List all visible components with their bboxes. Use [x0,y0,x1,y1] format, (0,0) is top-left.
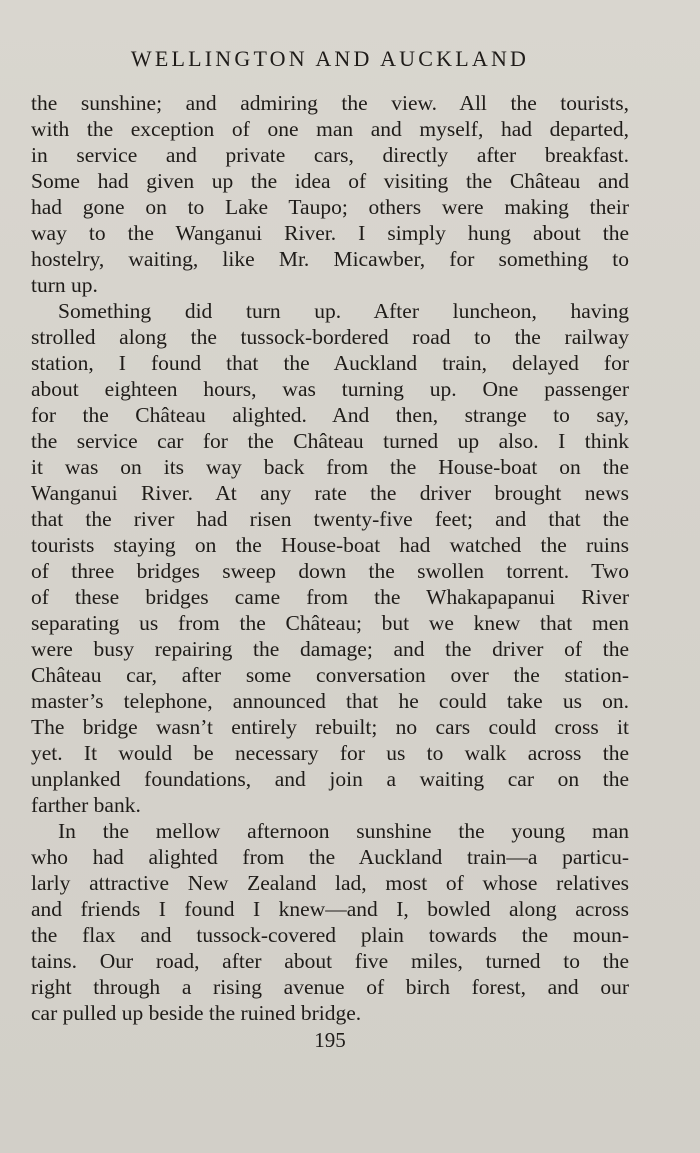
text-line: with the exception of one man and myself, had departed, [31,117,629,141]
text-line: in service and private cars, directly after breakfast. [31,143,629,167]
text-line: way to the Wanganui River. I simply hung about the [31,221,629,245]
text-line: car pulled up beside the ruined bridge. [31,1001,362,1025]
text-line: unplanked foundations, and join a waiting car on the [31,767,629,791]
text-line: farther bank. [31,793,141,817]
body-text [31,90,629,1026]
text-line: tourists staying on the House-boat had watched the ruins [31,533,629,557]
text-line: strolled along the tussock-bordered road to the railway [31,325,629,349]
text-line: who had alighted from the Auckland train—a particu- [31,845,629,869]
paragraph [31,298,629,818]
text-line: larly attractive New Zealand lad, most of whose relatives [31,871,629,895]
text-line: of three bridges sweep down the swollen torrent. Two [31,559,629,583]
text-line: about eighteen hours, was turning up. One passenger [31,377,629,401]
text-line: Some had given up the idea of visiting the Château and [31,169,629,193]
text-line: were busy repairing the damage; and the driver of the [31,637,629,661]
paragraph [31,818,629,1026]
paragraph [31,90,629,298]
text-line: and friends I found I knew—and I, bowled along across [31,897,629,921]
text-line: yet. It would be necessary for us to walk across the [31,741,629,765]
text-line: for the Château alighted. And then, strange to say, [31,403,629,427]
text-line: the service car for the Château turned up also. I think [31,429,629,453]
text-line: turn up. [31,273,98,297]
text-line: it was on its way back from the House-boat on the [31,455,629,479]
text-line: separating us from the Château; but we knew that men [31,611,629,635]
text-line: hostelry, waiting, like Mr. Micawber, for something to [31,247,629,271]
page-number: 195 [314,1028,346,1052]
text-line: of these bridges came from the Whakapapanui River [31,585,629,609]
text-line: the flax and tussock-covered plain towards the moun- [31,923,629,947]
text-line: that the river had risen twenty-five feet; and that the [31,507,629,531]
text-line: master’s telephone, announced that he could take us on. [31,689,629,713]
text-line: Château car, after some conversation over the station- [31,663,629,687]
text-line: In the mellow afternoon sunshine the young man [58,819,629,843]
text-line: the sunshine; and admiring the view. All the tourists, [31,91,629,115]
text-line: Something did turn up. After luncheon, having [58,299,629,323]
text-line: station, I found that the Auckland train, delayed for [31,351,629,375]
running-head: WELLINGTON AND AUCKLAND [130,46,530,71]
text-line: tains. Our road, after about five miles, turned to the [31,949,629,973]
text-line: The bridge wasn’t entirely rebuilt; no cars could cross it [31,715,629,739]
text-line: had gone on to Lake Taupo; others were making their [31,195,629,219]
text-line: Wanganui River. At any rate the driver brought news [31,481,629,505]
text-line: right through a rising avenue of birch forest, and our [31,975,629,999]
